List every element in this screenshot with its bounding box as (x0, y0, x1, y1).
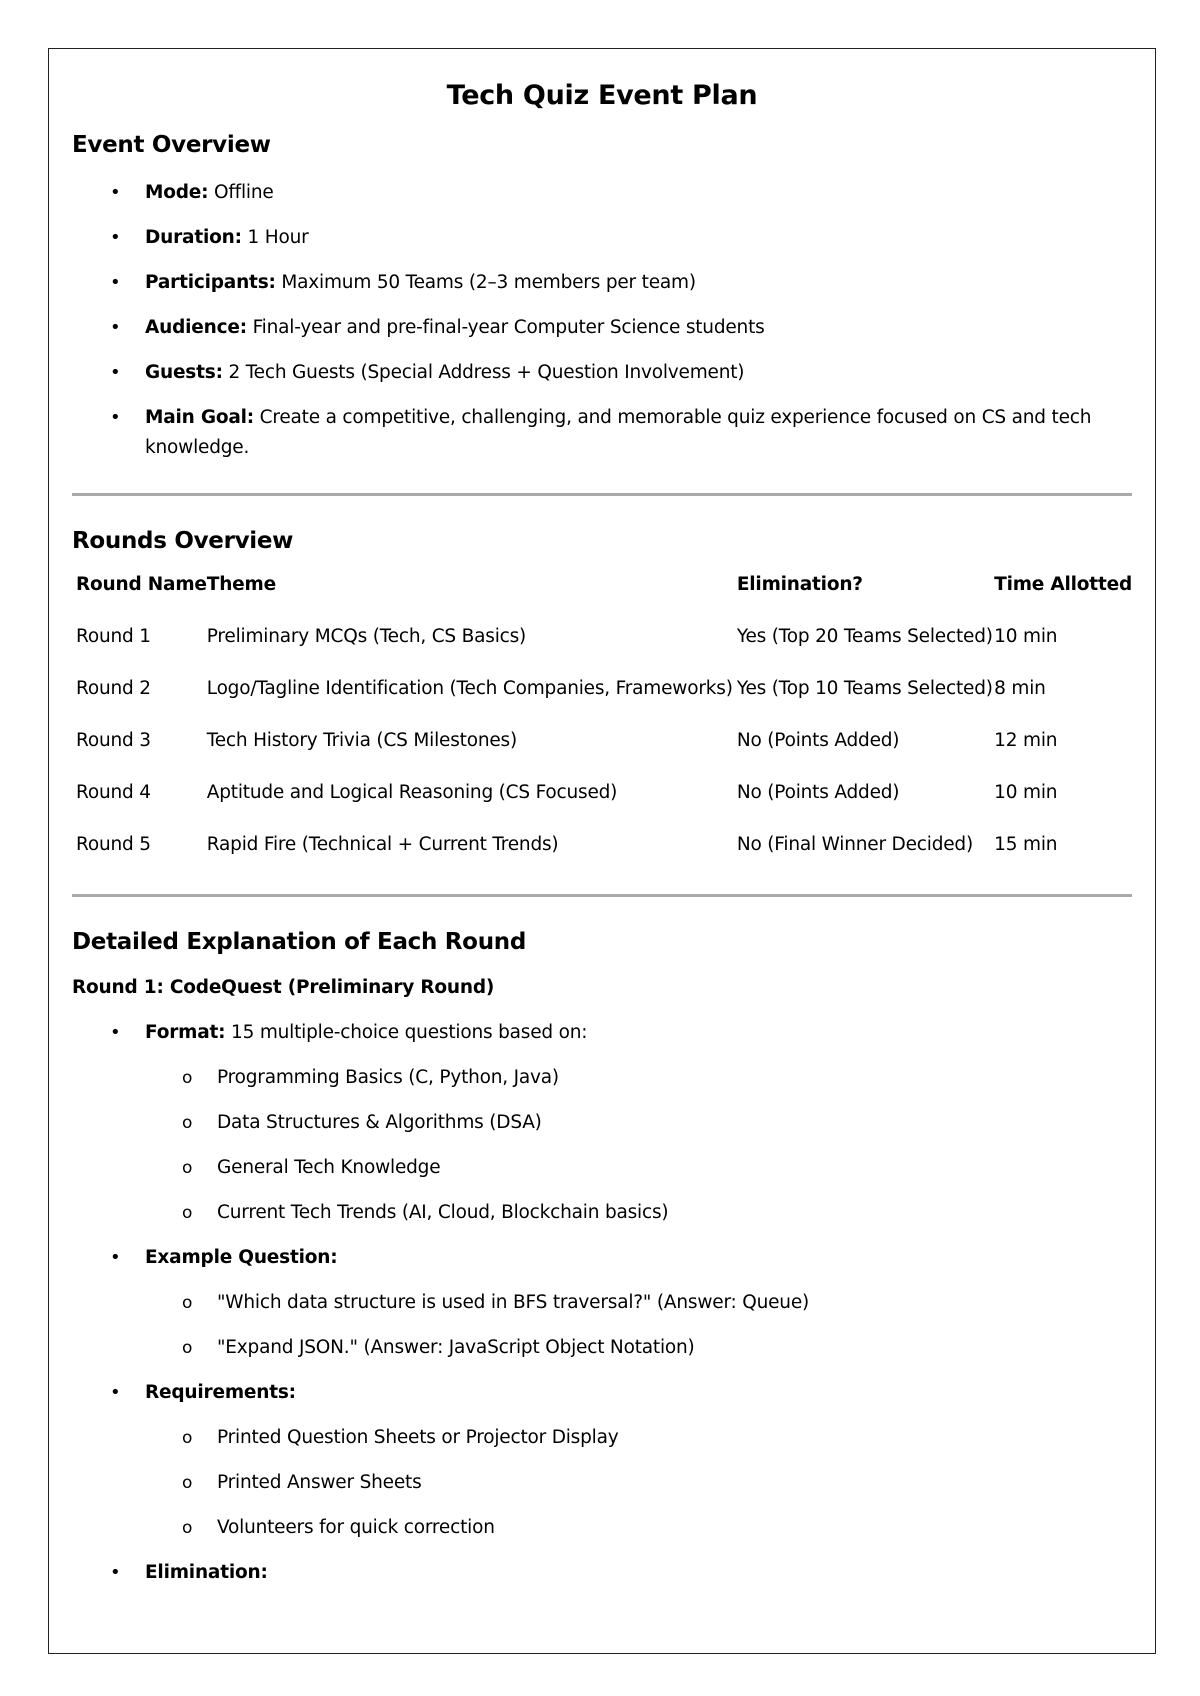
sub-bullet-icon: o (182, 1113, 193, 1133)
column-header: Round Name (76, 574, 207, 595)
table-row (76, 728, 1132, 780)
table-cell: No (Points Added) (736, 782, 900, 803)
list-item: • Duration: 1 Hour (72, 223, 1132, 253)
table-cell: 12 min (994, 730, 1058, 751)
example-section (72, 1243, 1132, 1273)
table-cell: 10 min (994, 626, 1058, 647)
table-cell: Yes (Top 20 Teams Selected) (736, 626, 993, 647)
round1-title: Round 1: CodeQuest (Preliminary Round) (72, 977, 495, 998)
list-item: • Format: 15 multiple-choice questions based on: (72, 1018, 1132, 1048)
section-divider (72, 894, 1132, 897)
bullet-icon: • (110, 182, 121, 203)
sub-bullet-icon: o (182, 1203, 193, 1223)
sub-bullet-icon: o (182, 1428, 193, 1448)
sub-bullet-icon: o (182, 1518, 193, 1538)
table-row (76, 676, 1132, 728)
requirements-list (72, 1423, 1132, 1543)
table-row (76, 624, 1132, 676)
column-header: Time Allotted (994, 574, 1132, 595)
sub-bullet-icon: o (182, 1338, 193, 1358)
list-item: • Guests: 2 Tech Guests (Special Address + Question Involvement) (72, 358, 1132, 388)
list-item: o Current Tech Trends (AI, Cloud, Blockchain basics) (72, 1198, 1132, 1228)
list-item: • Main Goal: Create a competitive, challenging, and memorable quiz experience focused on CS and tech knowledge. (72, 403, 1132, 463)
document-content (72, 72, 1132, 1588)
list-item: o Data Structures & Algorithms (DSA) (72, 1108, 1132, 1138)
table-cell: Round 5 (76, 834, 151, 855)
event-overview-list (72, 178, 1132, 463)
column-header: Theme (206, 574, 276, 595)
bullet-icon: • (110, 272, 121, 293)
sub-bullet-icon: o (182, 1293, 193, 1313)
list-item: o General Tech Knowledge (72, 1153, 1132, 1183)
table-cell: Yes (Top 10 Teams Selected) (736, 678, 993, 699)
example-questions-list (72, 1288, 1132, 1363)
list-item: o "Which data structure is used in BFS traversal?" (Answer: Queue) (72, 1288, 1132, 1318)
table-cell: Logo/Tagline Identification (Tech Companies, Frameworks) (206, 678, 733, 699)
table-cell: No (Final Winner Decided) (736, 834, 973, 855)
rounds-overview-heading: Rounds Overview (72, 528, 294, 554)
elimination-section (72, 1558, 1132, 1588)
list-item: • Participants: Maximum 50 Teams (2–3 members per team) (72, 268, 1132, 298)
round1-details-list (72, 1018, 1132, 1048)
table-cell: No (Points Added) (736, 730, 900, 751)
list-item: o Printed Answer Sheets (72, 1468, 1132, 1498)
sub-bullet-icon: o (182, 1068, 193, 1088)
bullet-icon: • (110, 1022, 121, 1043)
table-row (76, 832, 1132, 884)
sub-bullet-icon: o (182, 1473, 193, 1493)
requirements-section (72, 1378, 1132, 1408)
table-header-row (76, 572, 1132, 624)
bullet-icon: • (110, 317, 121, 338)
table-cell: Round 1 (76, 626, 151, 647)
sub-bullet-icon: o (182, 1158, 193, 1178)
list-item: o Volunteers for quick correction (72, 1513, 1132, 1543)
rounds-table (76, 572, 1132, 884)
bullet-icon: • (110, 407, 121, 428)
format-topics-list (72, 1063, 1132, 1228)
list-item: • Requirements: (72, 1378, 1132, 1408)
list-item: • Mode: Offline (72, 178, 1132, 208)
table-cell: Preliminary MCQs (Tech, CS Basics) (206, 626, 527, 647)
table-cell: Round 4 (76, 782, 151, 803)
table-row (76, 780, 1132, 832)
list-item: o Printed Question Sheets or Projector Display (72, 1423, 1132, 1453)
table-cell: Tech History Trivia (CS Milestones) (206, 730, 517, 751)
bullet-icon: • (110, 362, 121, 383)
list-item: • Example Question: (72, 1243, 1132, 1273)
event-overview-heading: Event Overview (72, 132, 271, 158)
list-item: • Elimination: (72, 1558, 1132, 1588)
table-cell: 8 min (994, 678, 1046, 699)
table-cell: Round 2 (76, 678, 151, 699)
detailed-explanation-heading: Detailed Explanation of Each Round (72, 929, 527, 955)
section-divider (72, 493, 1132, 496)
table-cell: Round 3 (76, 730, 151, 751)
list-item: o "Expand JSON." (Answer: JavaScript Object Notation) (72, 1333, 1132, 1363)
bullet-icon: • (110, 1562, 121, 1583)
table-cell: Rapid Fire (Technical + Current Trends) (206, 834, 559, 855)
document-title: Tech Quiz Event Plan (446, 80, 758, 111)
list-item: o Programming Basics (C, Python, Java) (72, 1063, 1132, 1093)
bullet-icon: • (110, 1247, 121, 1268)
table-cell: Aptitude and Logical Reasoning (CS Focused) (206, 782, 618, 803)
column-header: Elimination? (736, 574, 863, 595)
list-item: • Audience: Final-year and pre-final-year Computer Science students (72, 313, 1132, 343)
table-cell: 15 min (994, 834, 1058, 855)
bullet-icon: • (110, 227, 121, 248)
bullet-icon: • (110, 1382, 121, 1403)
table-cell: 10 min (994, 782, 1058, 803)
